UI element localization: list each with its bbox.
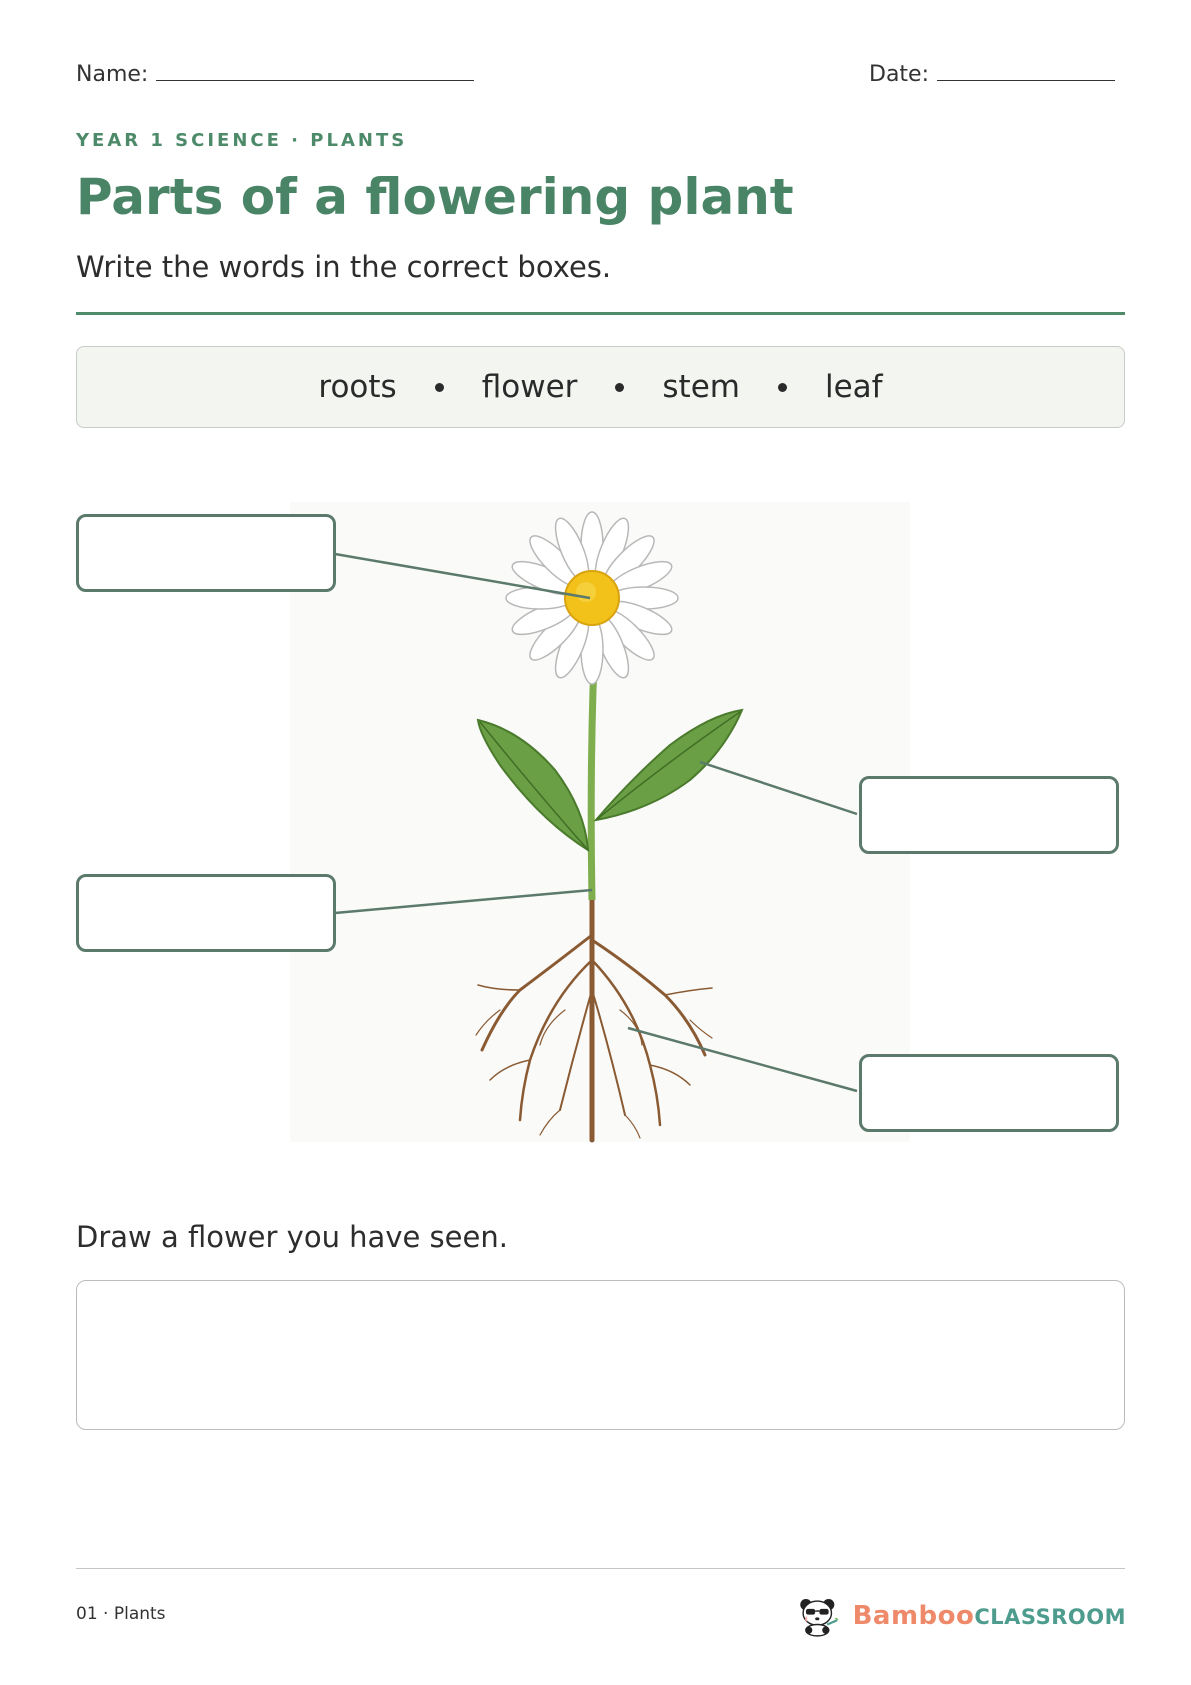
label-box-stem[interactable] xyxy=(76,874,336,952)
footer-divider xyxy=(76,1568,1125,1569)
date-label: Date: xyxy=(869,62,929,87)
date-field[interactable] xyxy=(869,62,1115,87)
brand-wordmark-a: Bamboo xyxy=(852,1601,975,1631)
name-field[interactable] xyxy=(76,62,474,87)
brand-wordmark-b: CLASSROOM xyxy=(974,1605,1126,1629)
panda-mascot-icon xyxy=(796,1588,839,1644)
word-stem: stem xyxy=(662,369,740,405)
label-box-leaf[interactable] xyxy=(859,776,1119,854)
separator-dot xyxy=(615,383,624,392)
label-box-roots[interactable] xyxy=(859,1054,1119,1132)
page-title: Parts of a flowering plant xyxy=(76,168,794,226)
brand-wordmark xyxy=(853,1601,1126,1631)
word-leaf: leaf xyxy=(824,369,883,405)
brand-logo xyxy=(796,1588,1126,1644)
separator-dot xyxy=(778,383,787,392)
word-bank xyxy=(76,346,1125,428)
title-divider xyxy=(76,312,1125,315)
subject-kicker: YEAR 1 SCIENCE · PLANTS xyxy=(76,130,408,151)
word-flower: flower xyxy=(481,369,578,405)
flower-illustration xyxy=(506,512,678,684)
separator-dot xyxy=(435,383,444,392)
word-roots: roots xyxy=(318,369,397,405)
label-box-flower[interactable] xyxy=(76,514,336,592)
drawing-area[interactable] xyxy=(76,1280,1125,1430)
name-label: Name: xyxy=(76,62,149,87)
date-line[interactable] xyxy=(937,80,1115,81)
draw-prompt: Draw a flower you have seen. xyxy=(76,1220,508,1254)
instruction-text: Write the words in the correct boxes. xyxy=(76,250,612,284)
name-line[interactable] xyxy=(156,80,474,81)
footer-page-label: 01 · Plants xyxy=(76,1604,166,1624)
